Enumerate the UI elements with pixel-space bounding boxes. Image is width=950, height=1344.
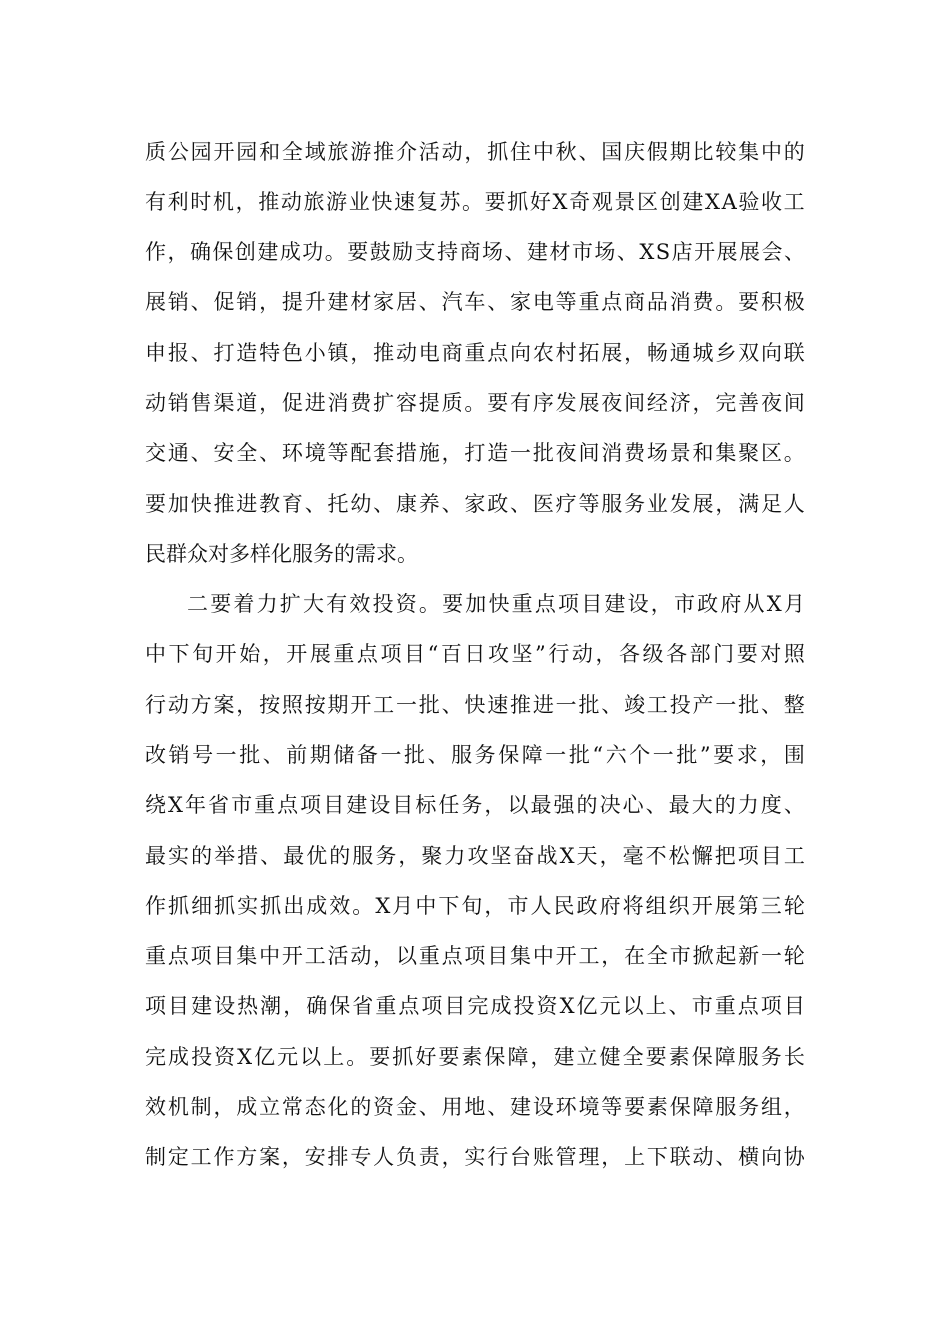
text-line-6: 动 销 售 渠 道 ， 促 进 消 费 扩 容 提 质 。 要 有 序 发 展 夜 间 经 济 ， 完 善 夜 间 — [145, 391, 805, 415]
text-line-20: 效 机 制 ， 成 立 常 态 化 的 资 金 、 用 地 、 建 设 环 境 等 要 素 保 障 服 务 组 ， — [145, 1095, 805, 1119]
text-line-13: 改 销 号 一 批 、 前 期 储 备 一 批 、 服 务 保 障 一 批 “ 六 个 一 批 ” 要 求 ， 围 — [145, 743, 805, 767]
text-line-19: 完 成 投 资 X 亿 元 以 上 。 要 抓 好 要 素 保 障 ， 建 立 健 全 要 素 保 障 服 务 长 — [145, 1045, 805, 1069]
text-line-16: 作 抓 细 抓 实 抓 出 成 效 。 X 月 中 下 旬 ， 市 人 民 政 府 将 组 织 开 展 第 三 轮 — [145, 894, 805, 918]
text-line-3: 作 ， 确 保 创 建 成 功 。 要 鼓 励 支 持 商 场 、 建 材 市 场 、 X S 店 开 展 展 会 、 — [145, 240, 805, 264]
text-line-10: 二 要 着 力 扩 大 有 效 投 资 。 要 加 快 重 点 项 目 建 设 ， 市 政 府 从 X 月 — [187, 592, 805, 616]
text-line-11: 中 下 旬 开 始 ， 开 展 重 点 项 目 “ 百 日 攻 坚 ” 行 动 ， 各 级 各 部 门 要 对 照 — [145, 642, 805, 666]
text-line-12: 行 动 方 案 ， 按 照 按 期 开 工 一 批 、 快 速 推 进 一 批 、 竣 工 投 产 一 批 、 整 — [145, 693, 805, 717]
text-line-14: 绕 X 年 省 市 重 点 项 目 建 设 目 标 任 务 ， 以 最 强 的 决 心 、 最 大 的 力 度 、 — [145, 793, 805, 817]
text-line-7: 交 通 、 安 全 、 环 境 等 配 套 措 施 ， 打 造 一 批 夜 间 消 费 场 景 和 集 聚 区 。 — [145, 441, 805, 465]
text-line-1: 质 公 园 开 园 和 全 域 旅 游 推 介 活 动 ， 抓 住 中 秋 、 国 庆 假 期 比 较 集 中 的 — [145, 140, 805, 164]
text-line-21: 制 定 工 作 方 案 ， 安 排 专 人 负 责 ， 实 行 台 账 管 理 ， 上 下 联 动 、 横 向 协 — [145, 1145, 805, 1169]
text-line-9: 民群众对多样化服务的需求。 — [145, 542, 418, 566]
text-line-2: 有 利 时 机 ， 推 动 旅 游 业 快 速 复 苏 。 要 抓 好 X 奇 观 景 区 创 建 X A 验 收 工 — [145, 190, 805, 214]
text-line-15: 最 实 的 举 措 、 最 优 的 服 务 ， 聚 力 攻 坚 奋 战 X 天 ， 毫 不 松 懈 把 项 目 工 — [145, 844, 805, 868]
text-line-18: 项 目 建 设 热 潮 ， 确 保 省 重 点 项 目 完 成 投 资 X 亿 元 以 上 、 市 重 点 项 目 — [145, 994, 805, 1018]
text-line-4: 展 销 、 促 销 ， 提 升 建 材 家 居 、 汽 车 、 家 电 等 重 点 商 品 消 费 。 要 积 极 — [145, 290, 805, 314]
text-line-8: 要 加 快 推 进 教 育 、 托 幼 、 康 养 、 家 政 、 医 疗 等 服 务 业 发 展 ， 满 足 人 — [145, 492, 805, 516]
text-line-17: 重 点 项 目 集 中 开 工 活 动 ， 以 重 点 项 目 集 中 开 工 ， 在 全 市 掀 起 新 一 轮 — [145, 944, 805, 968]
text-line-5: 申 报 、 打 造 特 色 小 镇 ， 推 动 电 商 重 点 向 农 村 拓 展 ， 畅 通 城 乡 双 向 联 — [145, 341, 805, 365]
